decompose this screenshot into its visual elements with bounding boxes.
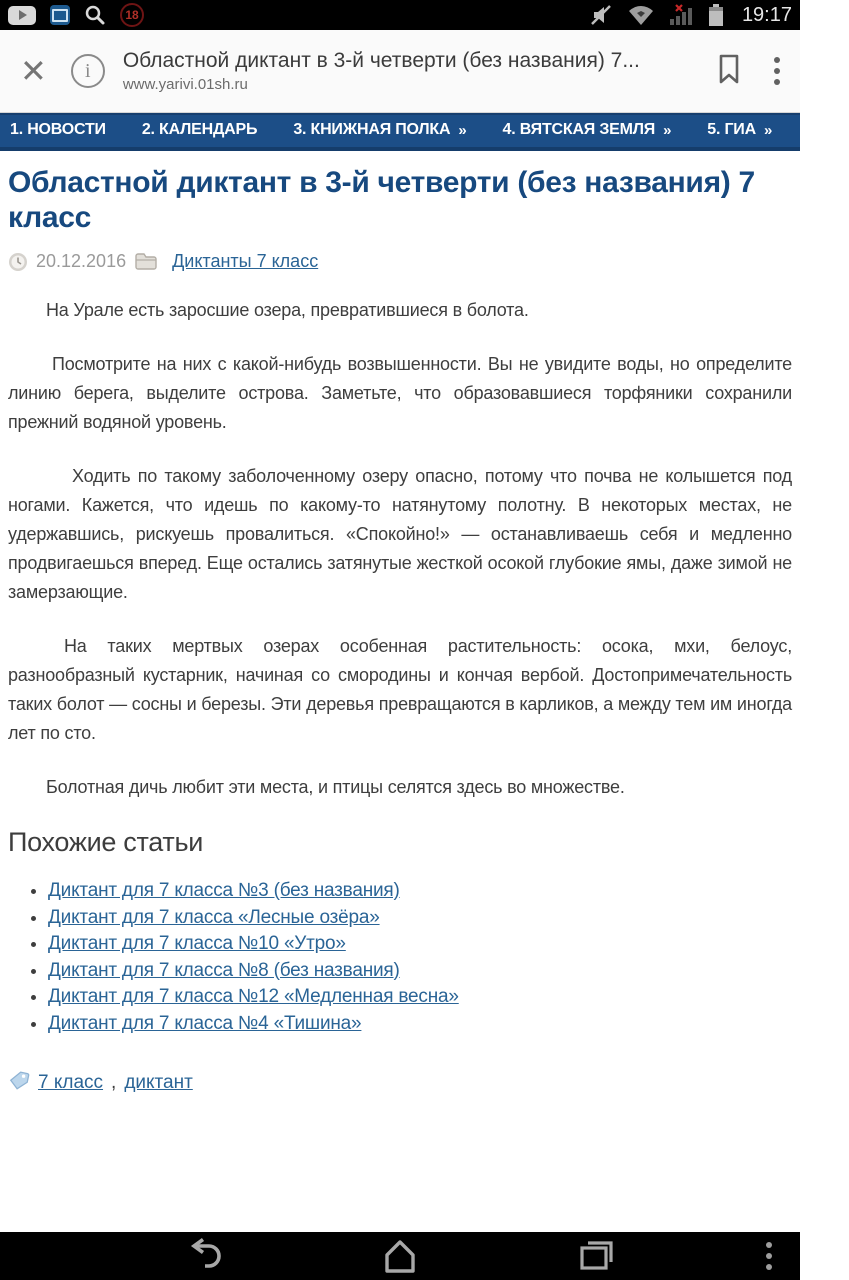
nav-item-gia[interactable]: 5. ГИА » <box>707 121 773 139</box>
status-bar <box>0 0 800 30</box>
list-item <box>48 984 792 1011</box>
related-link[interactable]: Диктант для 7 класса №12 «Медленная весна» <box>48 986 459 1007</box>
overflow-menu-icon[interactable] <box>768 57 786 85</box>
paragraph: Посмотрите на них с какой-нибудь возвышенности. Вы не увидите воды, но определите линию берега, выделите острова. Заметьте, что образовавшиеся торфяники сохранили прежний водяной уровень. <box>8 354 792 432</box>
list-item <box>48 958 792 985</box>
nav-item-knizhnaya-polka[interactable]: 3. КНИЖНАЯ ПОЛКА » <box>293 121 467 139</box>
clock-icon <box>8 252 28 272</box>
list-item <box>48 905 792 932</box>
back-icon[interactable] <box>174 1238 234 1274</box>
nav-item-novosti[interactable]: 1. НОВОСТИ <box>10 121 106 138</box>
paragraph: Ходить по такому заболоченному озеру опасно, потому что почва не колышется под ногами. Кажется, что идешь по какому-то натянутому полотну. В некоторых местах, не удержавшись, рискуешь провалиться. «Спокойно!» — останавливаешь себя и медленно продвигаешься вперед. Еще остались затянутые жесткой осокой глубокие ямы, даже зимой не замерзающие. <box>8 466 792 602</box>
browser-page-title: Областной диктант в 3-й четверти (без названия) 7... <box>122 49 640 72</box>
article-title: Областной диктант в 3-й четверти (без названия) 7 класс <box>8 166 755 234</box>
recent-apps-icon[interactable] <box>566 1238 626 1274</box>
article-date: 20.12.2016 <box>36 251 127 271</box>
home-icon[interactable] <box>370 1238 430 1274</box>
submenu-arrow-icon: » <box>763 121 773 139</box>
nav-item-vyatskaya-zemlya[interactable]: 4. ВЯТСКАЯ ЗЕМЛЯ » <box>502 121 672 139</box>
clock-time: 19:17 <box>741 3 792 26</box>
nav-item-po[interactable]: 6. ПО <box>808 121 849 138</box>
youtube-icon <box>8 6 36 25</box>
paragraph: На таких мертвых озерах особенная растительность: осока, мхи, белоус, разнообразный кустарник, начиная со смородины и кончая вербой. Достопримечательность таких болот — сосны и березы. Эти деревья превращаются в карликов, а между тем им иногда лет по сто. <box>8 636 792 743</box>
menu-dots-icon[interactable] <box>760 1242 778 1270</box>
close-icon[interactable]: ✕ <box>20 53 47 89</box>
article-meta <box>8 251 792 272</box>
paragraph: Болотная дичь любит эти места, и птицы селятся здесь во множестве. <box>46 777 625 797</box>
list-item <box>48 878 792 905</box>
category-link[interactable]: Диктанты 7 класс <box>172 251 319 271</box>
site-navigation <box>0 113 849 151</box>
list-item <box>48 1011 792 1038</box>
article-body <box>8 296 792 802</box>
cellular-signal-icon <box>668 4 694 26</box>
battery-icon <box>708 3 724 27</box>
folder-icon <box>134 252 158 271</box>
related-articles-heading: Похожие статьи <box>8 827 203 857</box>
submenu-arrow-icon: » <box>458 121 467 139</box>
android-navigation-bar <box>0 1232 800 1280</box>
browser-toolbar <box>0 30 800 113</box>
search-icon <box>84 4 106 26</box>
page-title-block[interactable] <box>123 49 698 93</box>
related-articles-list <box>48 878 792 1037</box>
related-link[interactable]: Диктант для 7 класса «Лесные озёра» <box>48 906 380 928</box>
video-app-icon <box>50 5 70 25</box>
article-content <box>0 151 800 1232</box>
notification-badge: 18 <box>120 3 144 27</box>
paragraph: На Урале есть заросшие озера, превратившиеся в болота. <box>46 300 529 320</box>
browser-url: www.yarivi.01sh.ru <box>122 76 248 93</box>
bookmark-icon[interactable] <box>716 53 742 90</box>
related-link[interactable]: Диктант для 7 класса №3 (без названия) <box>48 880 400 901</box>
tag-link[interactable]: 7 класс <box>38 1072 104 1093</box>
related-link[interactable]: Диктант для 7 класса №4 «Тишина» <box>48 1012 362 1034</box>
tag-icon <box>8 1069 30 1097</box>
wifi-icon <box>628 4 654 26</box>
list-item <box>48 931 792 958</box>
tag-separator: , <box>111 1072 117 1093</box>
nav-item-kalendar[interactable]: 2. КАЛЕНДАРЬ <box>141 121 258 138</box>
page-info-icon[interactable]: i <box>71 54 105 88</box>
tags-row <box>8 1069 792 1097</box>
tag-link[interactable]: диктант <box>124 1072 193 1093</box>
related-link[interactable]: Диктант для 7 класса №10 «Утро» <box>48 933 346 954</box>
mute-icon <box>590 4 614 26</box>
submenu-arrow-icon: » <box>663 121 672 139</box>
related-link[interactable]: Диктант для 7 класса №8 (без названия) <box>48 959 400 981</box>
